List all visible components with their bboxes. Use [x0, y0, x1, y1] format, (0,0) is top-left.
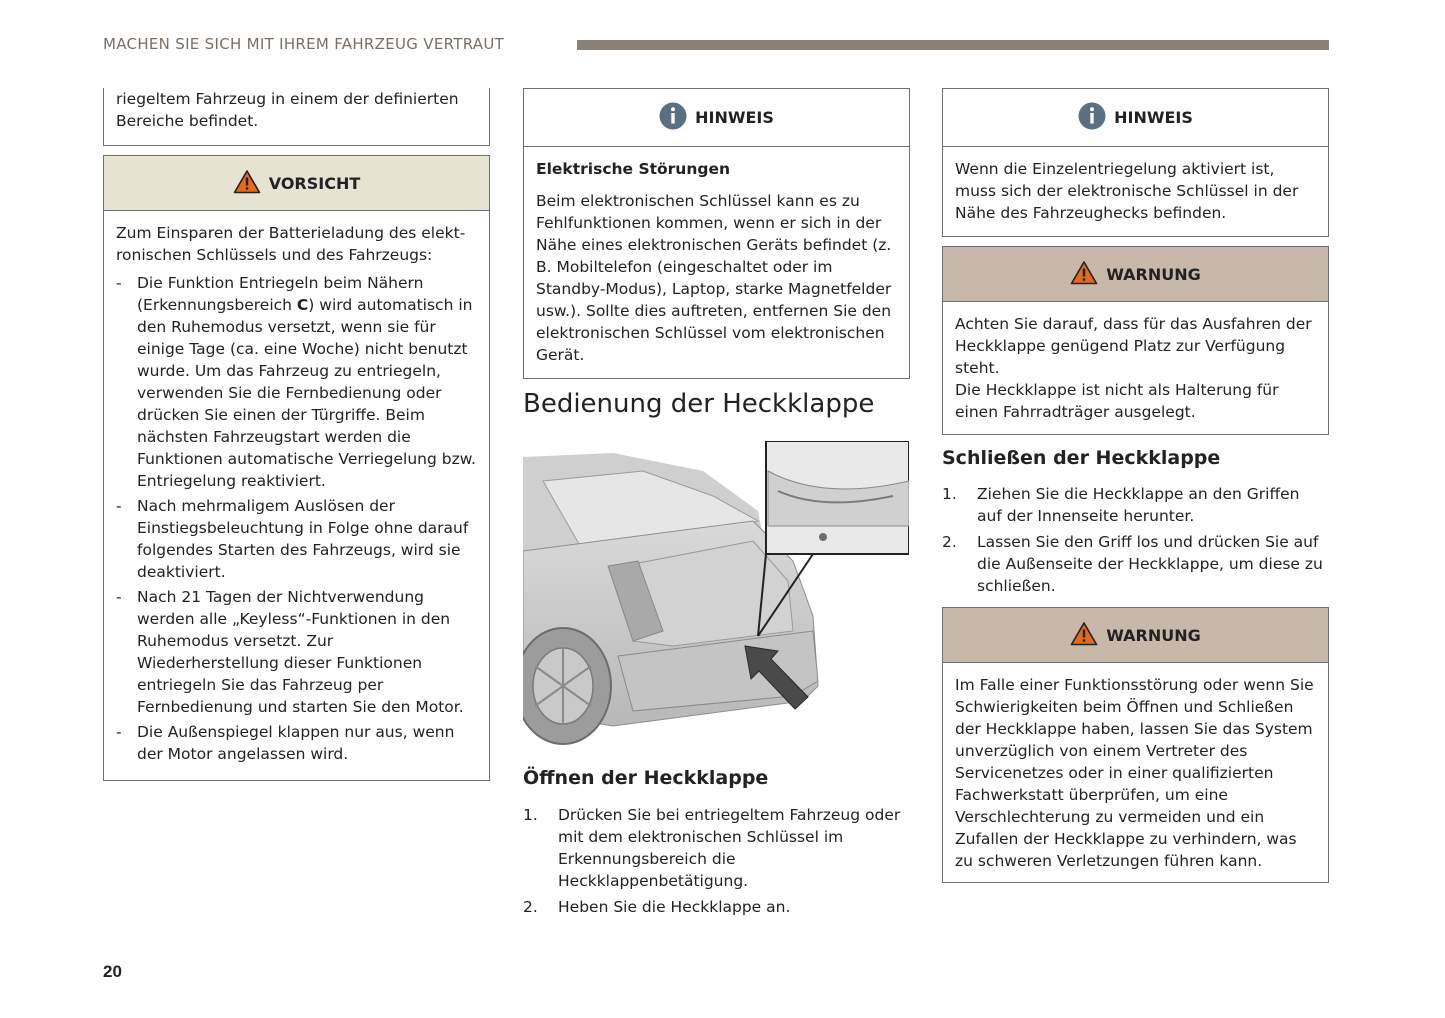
continuation-text: riegeltem Fahrzeug in einem der definierten Bereiche befindet. [116, 90, 459, 130]
continuation-box [103, 88, 490, 146]
hinweis-label-1: HINWEIS [695, 108, 774, 127]
warnung-box-2 [942, 607, 1329, 883]
hinweis-subhead: Elektrische Störungen [536, 160, 731, 178]
hinweis-header-2 [943, 89, 1328, 147]
list-item: 2. Heben Sie die Heckklappe an. [523, 898, 791, 916]
warnung-text-2: Im Falle einer Funktionsstörung oder wenn Sie Schwierigkeiten beim Öffnen und Schließen der Heckklappe haben, lassen Sie das System unverzüglich von einem Vertreter des Servicenetzes oder in einer qualifizierten Fachwerkstatt überprüfen, um eine Verschlechterung zu vermeiden und ein Zufallen der Heckklappe zu verhindern, was zu schweren Verletzungen führen kann. [955, 676, 1314, 870]
vorsicht-header [104, 156, 489, 211]
list-item: - Nach 21 Tagen der Nichtverwendung werden alle „Keyless“-Funktionen in den Ruhemodus versetzt. Zur Wiederherstellung dieser Funktionen entriegeln Sie das Fahrzeug per Fernbedienung und starten Sie den Motor. [116, 588, 464, 716]
warnung-label-1: WARNUNG [1106, 264, 1201, 284]
warning-triangle-icon [1070, 621, 1098, 650]
info-circle-icon [659, 102, 687, 134]
hinweis-box-1 [523, 88, 910, 379]
list-item: - Die Außenspiegel klappen nur aus, wenn der Motor angelassen wird. [116, 723, 455, 763]
list-item: 2. Lassen Sie den Griff los und drücken Sie auf die Außenseite der Heckklappe, um diese zu schließen. [942, 533, 1323, 595]
list-item: - Nach mehrmaligem Auslösen der Einstiegsbeleuchtung in Folge ohne darauf folgendes Starten des Fahrzeugs, wird sie deaktiviert. [116, 497, 469, 581]
list-item: 1. Drücken Sie bei entriegeltem Fahrzeug oder mit dem elektronischen Schlüssel im Erkennungsbereich die Heckklappenbetätigung. [523, 806, 901, 890]
list-item: 1. Ziehen Sie die Heckklappe an den Griffen auf der Innenseite herunter. [942, 485, 1300, 525]
warnung-label-2: WARNUNG [1106, 625, 1201, 645]
hinweis-label-2: HINWEIS [1114, 108, 1193, 127]
open-title: Öffnen der Heckklappe [523, 767, 769, 789]
section-title: Bedienung der Heckklappe [523, 389, 875, 419]
warnung-header-2 [943, 608, 1328, 663]
page-number: 20 [103, 962, 122, 981]
vorsicht-intro: Zum Einsparen der Batterieladung des elekt-ronischen Schlüssels und des Fahrzeugs: [116, 224, 466, 264]
warning-triangle-icon [233, 169, 261, 198]
warnung-text-1: Achten Sie darauf, dass für das Ausfahren der Heckklappe genügend Platz zur Verfügung steht. [955, 315, 1312, 377]
warnung-box-1 [942, 246, 1329, 435]
close-steps [942, 483, 1328, 601]
hinweis-text-1: Beim elektronischen Schlüssel kann es zu Fehlfunktionen kommen, wenn er sich in der Nähe eines elektronischen Geräts befindet (z. B. Mobiltelefon (eingeschaltet oder im Standby-Modus), Laptop, starke Magnetfelder usw.). Sollte dies auftreten, entfernen Sie den elektronischen Schlüssel vom elektronischen Gerät. [536, 192, 892, 364]
hinweis-box-2 [942, 88, 1329, 237]
warning-triangle-icon [1070, 260, 1098, 289]
list-item: - Die Funktion Entriegeln beim Nähern (Erkennungsbereich C) wird automatisch in den Ruhemodus versetzt, wenn sie für einige Tage (ca. eine Woche) nicht benutzt wurde. Um das Fahrzeug zu entriegeln, verwenden Sie die Fernbedienung oder drücken Sie einen der Türgriffe. Beim nächsten Fahrzeugstart werden die Funktionen automatische Verriegelung bzw. Entriegelung reaktiviert. [116, 274, 476, 490]
warnung-text-1b: Die Heckklappe ist nicht als Halterung für einen Fahrradträger ausgelegt. [955, 381, 1279, 421]
header-title: MACHEN SIE SICH MIT IHREM FAHRZEUG VERTRAUT [103, 35, 505, 53]
area-label-c: C [296, 296, 309, 314]
hinweis-text-2: Wenn die Einzelentriegelung aktiviert ist, muss sich der elektronische Schlüssel in der Nähe des Fahrzeughecks befinden. [955, 160, 1299, 222]
warnung-header-1 [943, 247, 1328, 302]
tailgate-illustration [523, 441, 909, 746]
info-circle-icon [1078, 102, 1106, 134]
header-bar [577, 40, 1329, 50]
vorsicht-list [116, 272, 477, 765]
vorsicht-box [103, 155, 490, 781]
close-title: Schließen der Heckklappe [942, 447, 1221, 469]
hinweis-header-1 [524, 89, 909, 147]
open-steps [523, 804, 909, 922]
vorsicht-label: VORSICHT [268, 173, 361, 193]
